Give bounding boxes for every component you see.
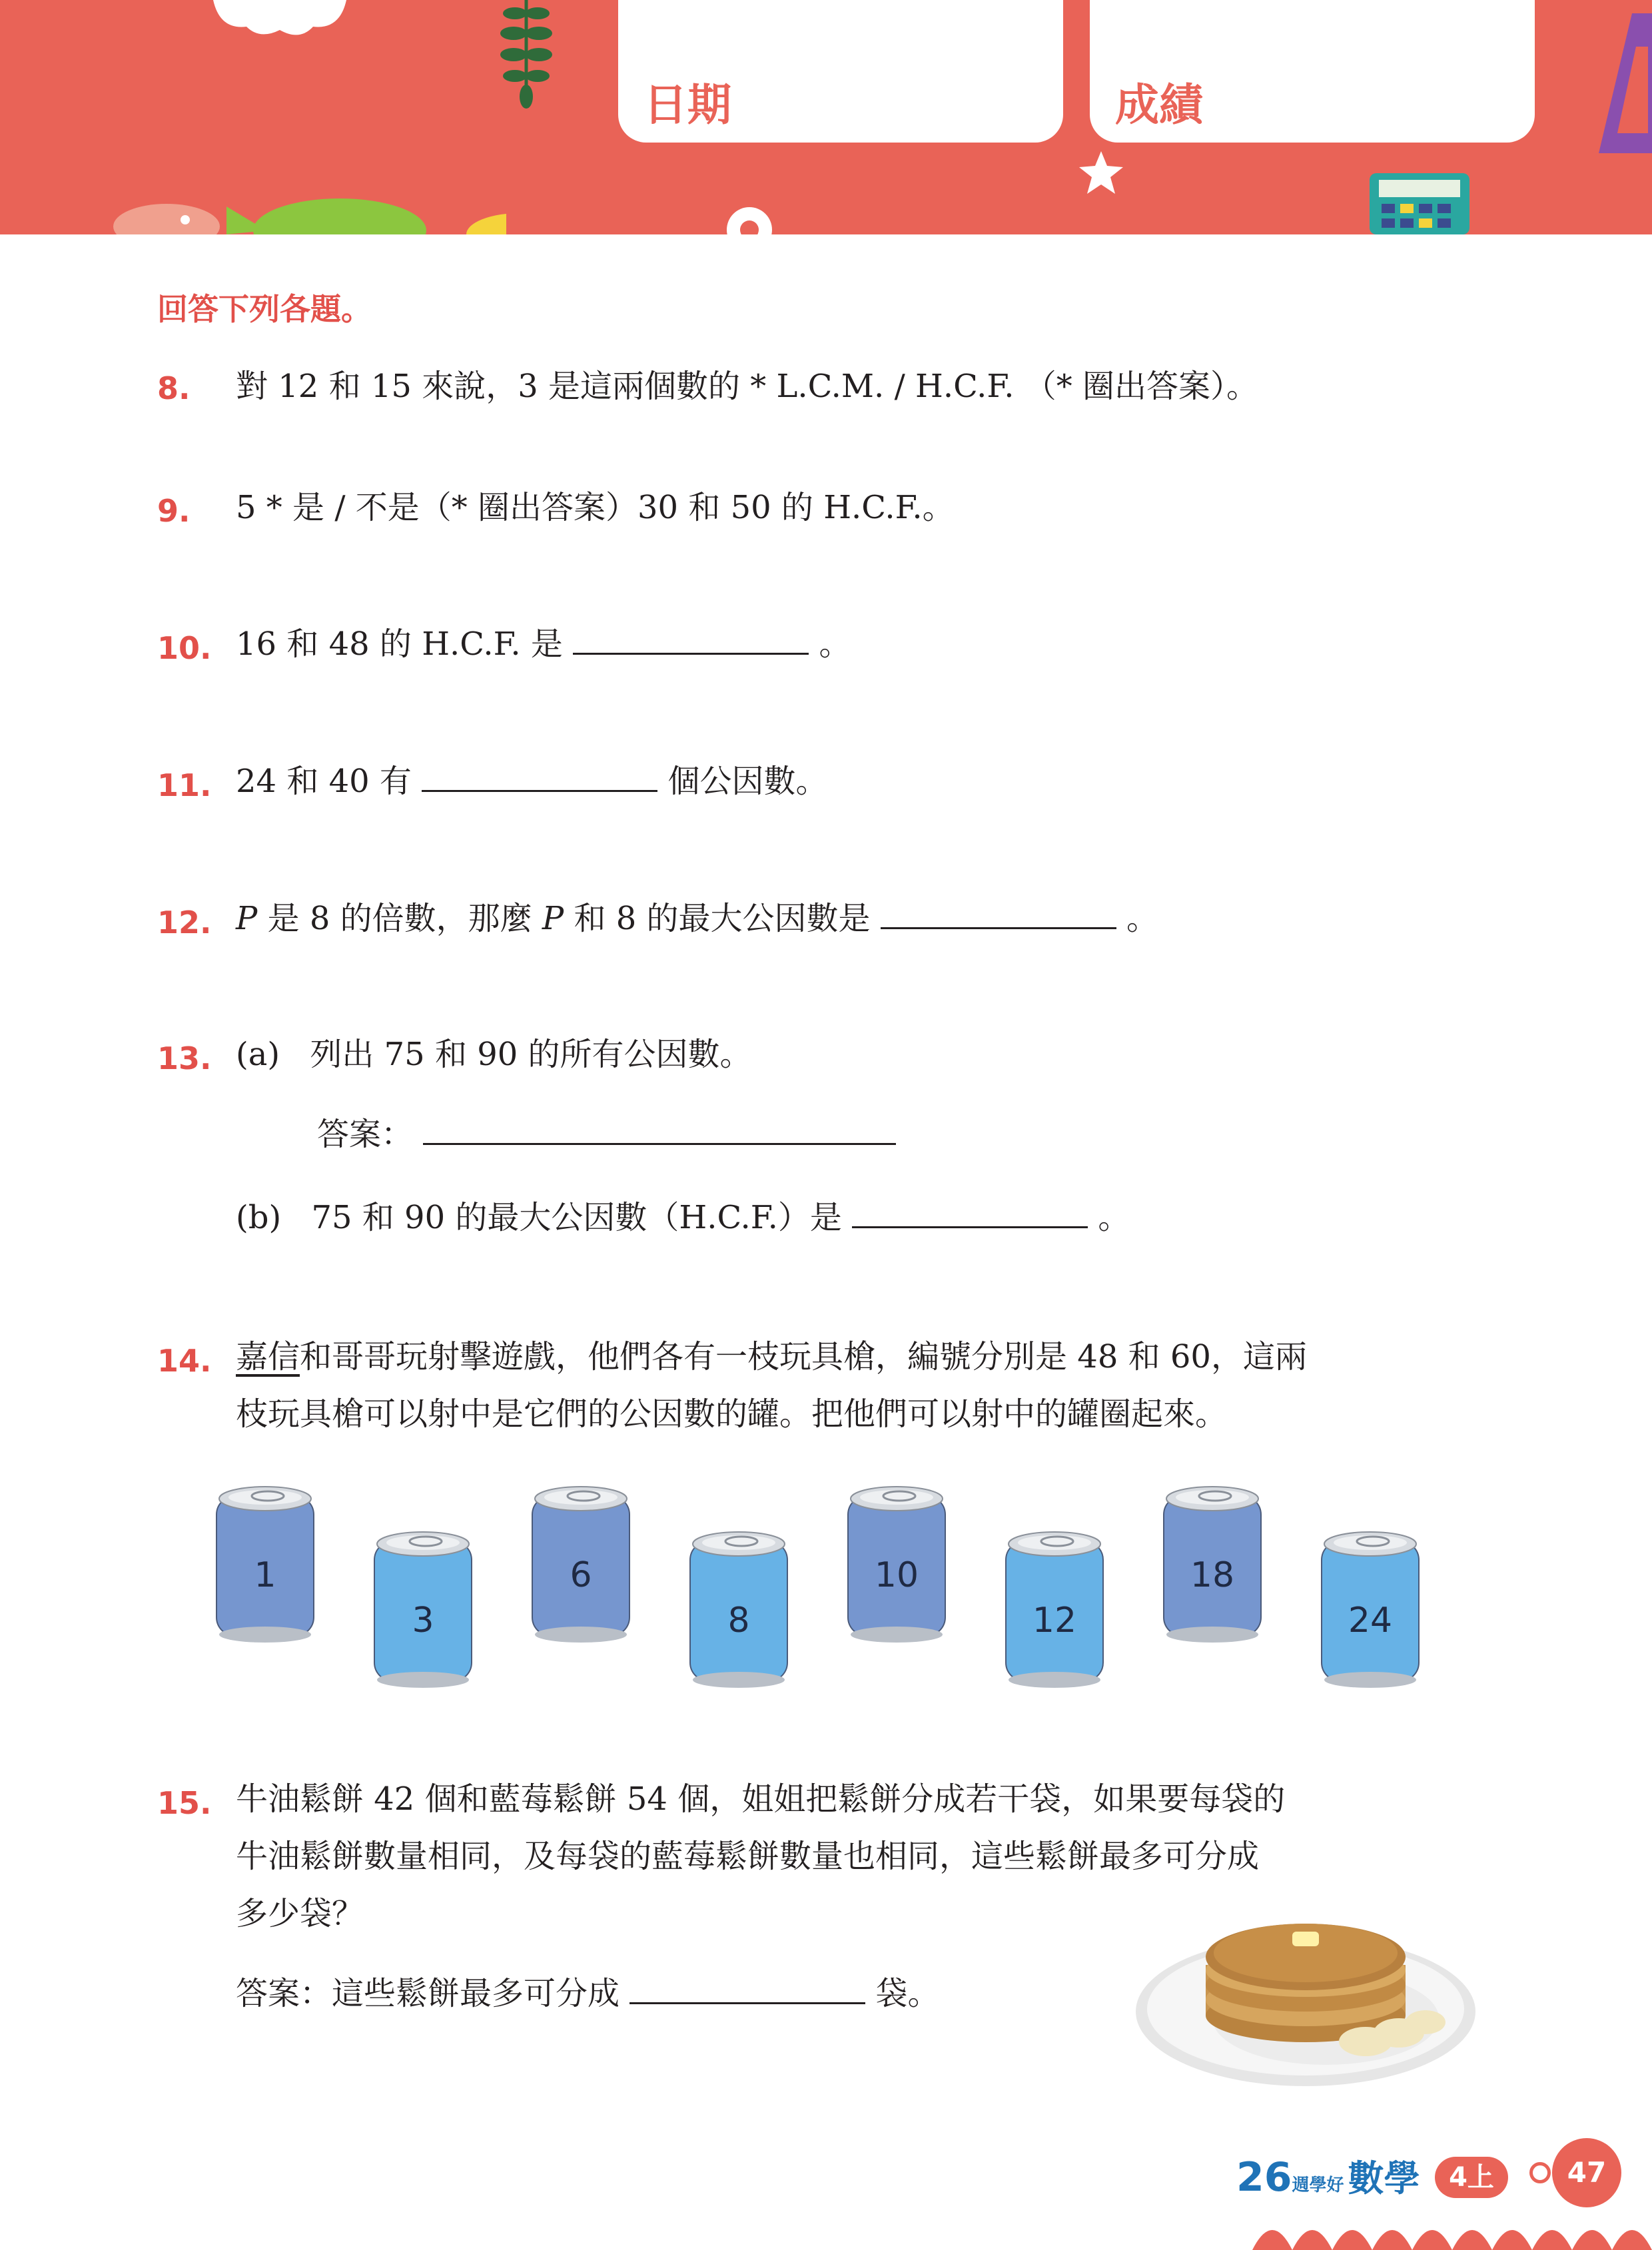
question-9-text: 5 * 是 / 不是（* 圈出答案）30 和 50 的 H.C.F.。	[236, 489, 955, 526]
question-number-15: 15.	[157, 1785, 212, 1821]
question-number-11: 11.	[157, 767, 212, 803]
question-8-text: 對 12 和 15 來說，3 是這兩個數的 * L.C.M. / H.C.F. （* 圈出答案）。	[236, 368, 1258, 405]
variable-p: P	[236, 900, 258, 937]
cans-illustration	[0, 1465, 1652, 1705]
question-14-line-1-text: 和哥哥玩射擊遊戲，他們各有一枝玩具槍，編號分別是 48 和 60，這兩	[300, 1338, 1307, 1375]
answer-blank-13a[interactable]	[423, 1108, 896, 1145]
can-18[interactable]	[1164, 1487, 1261, 1643]
question-15-answer-suffix: 袋。	[875, 1975, 940, 2012]
answer-blank-11[interactable]	[422, 755, 657, 792]
grade-badge: 4上	[1435, 2157, 1508, 2198]
question-11-text	[236, 753, 827, 810]
question-14-line-2: 枝玩具槍可以射中是它們的公因數的罐。把他們可以射中的罐圈起來。	[236, 1395, 1228, 1433]
question-12-text	[236, 890, 1158, 947]
question-12-part-a: 是 8 的倍數，那麼	[267, 900, 532, 937]
question-15-line-1: 牛油鬆餅 42 個和藍莓鬆餅 54 個，姐姐把鬆餅分成若干袋，如果要每袋的	[236, 1780, 1286, 1818]
date-box[interactable]	[618, 0, 1063, 143]
can-label: 3	[412, 1601, 434, 1641]
can-label: 10	[874, 1555, 919, 1595]
can-8[interactable]	[690, 1532, 787, 1688]
series-number: 26	[1236, 2154, 1292, 2201]
person-name: 嘉信	[236, 1338, 300, 1375]
can-label: 6	[570, 1555, 592, 1595]
can-1[interactable]	[216, 1487, 314, 1643]
answer-blank-12[interactable]	[881, 893, 1116, 929]
variable-p-2: P	[542, 900, 564, 937]
calculator-decoration	[1366, 167, 1472, 234]
part-b-suffix: 。	[1098, 1199, 1130, 1236]
question-14-line-1	[236, 1328, 1307, 1385]
question-13b-text	[236, 1189, 1130, 1246]
question-13a-text	[236, 1026, 752, 1083]
instruction: 回答下列各題。	[157, 291, 372, 327]
can-12[interactable]	[1006, 1532, 1103, 1688]
pancakes-illustration	[1132, 1892, 1479, 2091]
question-15-line-2: 牛油鬆餅數量相同，及每袋的藍莓鬆餅數量也相同，這些鬆餅最多可分成	[236, 1838, 1260, 1875]
question-number-9: 9.	[157, 493, 191, 529]
scalloped-border-decoration	[1252, 2210, 1652, 2250]
leaf-branch-decoration	[496, 0, 556, 113]
question-12-part-b: 和 8 的最大公因數是	[574, 900, 871, 937]
question-15-line-3: 多少袋？	[236, 1895, 364, 1932]
ruler-decoration	[1592, 13, 1652, 160]
footer-dot	[1529, 2162, 1551, 2183]
score-box[interactable]	[1090, 0, 1535, 143]
question-number-13: 13.	[157, 1040, 212, 1076]
can-label: 8	[727, 1601, 750, 1641]
can-3[interactable]	[374, 1532, 472, 1688]
series-subtitle: 週學好	[1292, 2175, 1344, 2195]
ring-decoration	[719, 200, 779, 234]
question-15-answer	[236, 1965, 940, 2022]
cloud-decoration	[200, 0, 360, 40]
part-a-label: (a)	[236, 1036, 280, 1073]
can-label: 18	[1190, 1555, 1235, 1595]
answer-label: 答案：	[317, 1116, 414, 1153]
score-label: 成績	[1115, 79, 1203, 131]
part-b-prompt: 75 和 90 的最大公因數（H.C.F.）是	[311, 1199, 842, 1236]
can-label: 1	[254, 1555, 276, 1595]
page-number: 47	[1552, 2138, 1621, 2207]
page-header	[0, 0, 1652, 234]
question-10-prefix: 16 和 48 的 H.C.F. 是	[236, 625, 563, 663]
question-13a-answer	[317, 1106, 896, 1163]
can-label: 24	[1348, 1601, 1393, 1641]
question-11-suffix: 個公因數。	[667, 763, 828, 800]
part-b-label: (b)	[236, 1199, 282, 1236]
fish-decoration	[107, 193, 506, 234]
question-10-suffix: 。	[819, 625, 851, 663]
question-number-8: 8.	[157, 370, 191, 406]
can-label: 12	[1032, 1601, 1077, 1641]
part-a-prompt: 列出 75 和 90 的所有公因數。	[310, 1036, 752, 1073]
question-12-suffix: 。	[1126, 900, 1159, 937]
question-number-12: 12.	[157, 905, 212, 940]
date-label: 日期	[643, 79, 731, 131]
question-11-prefix: 24 和 40 有	[236, 763, 412, 800]
subject-title: 數學	[1348, 2157, 1420, 2199]
answer-blank-15[interactable]	[629, 1968, 865, 2004]
can-24[interactable]	[1322, 1532, 1419, 1688]
star-decoration	[1078, 150, 1124, 196]
question-number-14: 14.	[157, 1343, 212, 1379]
question-number-10: 10.	[157, 630, 212, 666]
question-10-text	[236, 615, 851, 673]
answer-blank-10[interactable]	[573, 618, 809, 655]
question-15-answer-prefix: 答案：這些鬆餅最多可分成	[236, 1975, 620, 2012]
answer-blank-13b[interactable]	[852, 1192, 1088, 1228]
can-6[interactable]	[532, 1487, 629, 1643]
book-brand	[1236, 2150, 1420, 2201]
can-10[interactable]	[848, 1487, 945, 1643]
